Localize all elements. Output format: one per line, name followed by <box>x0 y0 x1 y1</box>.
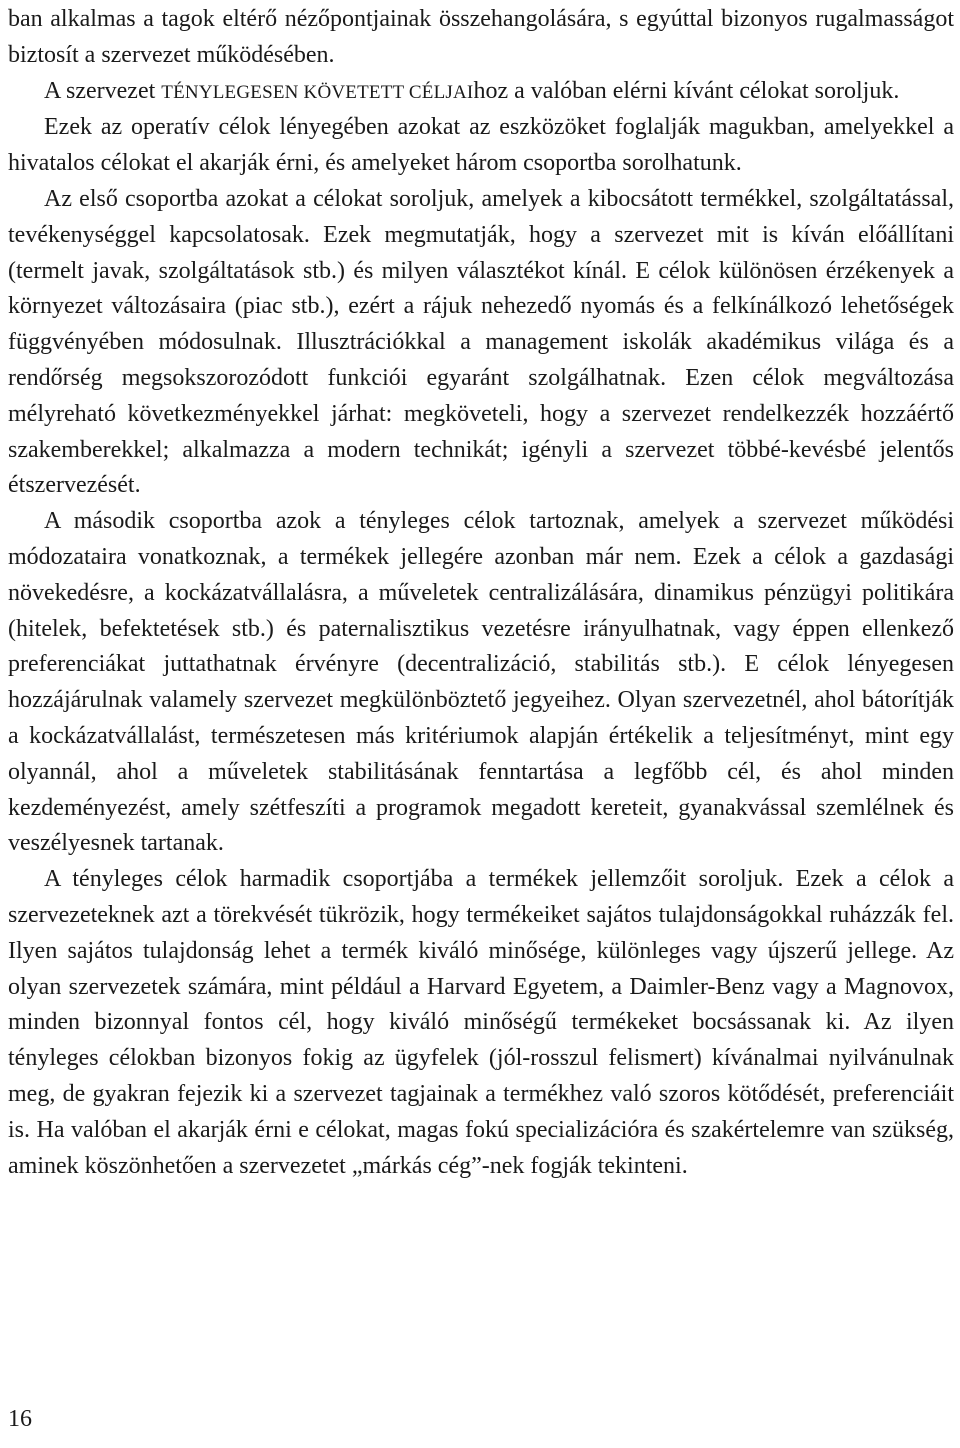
paragraph-third-group: A tényleges célok harmadik csoportjába a termékek jellemzőit soroljuk. Ezek a célok a szervezeteknek azt a törekvését tükrözik, hogy termékeiket sajátos tulajdonságokkal ruházzák fel. Ilyen sajátos tulajdonság lehet a termék kiváló minősége, különleges vagy újszerű jellege. Az olyan szervezetek számára, mint például a Harvard Egyetem, a Daimler-Benz vagy a Magnovox, minden bizonnyal fontos cél, hogy kiváló minőségű termékeket bocsássanak ki. Az ilyen tényleges célokban bizonyos fokig az ügyfelek (jól-rosszul felismert) kívánalmai nyilvánulnak meg, de gyakran fejezik ki a szervezet tagjainak a termékhez való szoros kötődését, preferenciáit is. Ha valóban el akarják érni e célokat, magas fokú specializációra és szakértelemre van szükség, aminek köszönhetően a szervezetet „márkás cég”-nek fogják tekinteni. <box>8 866 954 1179</box>
paragraph-continuation: ban alkalmas a tagok eltérő nézőpontjainak összehangolására, s egyúttal bizonyos rugalmasságot biztosít a szervezet működésében. <box>8 6 954 68</box>
paragraph-operative-goals: Ezek az operatív célok lényegében azokat az eszközöket foglalják magukban, amelyekkel a hivatalos célokat el akarják érni, és amelyeket három csoportba sorolhatunk. <box>8 114 954 177</box>
paragraph-text-after: hoz a valóban elérni kívánt célokat soroljuk. <box>473 77 900 104</box>
paragraph-first-group: Az első csoportba azokat a célokat soroljuk, amelyek a kibocsátott termékkel, szolgáltatással, tevékenységgel kapcsolatosak. Ezek megmutatják, hogy a szervezet mit is kíván előállítani (termelt javak, szolgáltatások stb.) és milyen választékot kínál. E célok különösen érzékenyek a környezet változásaira (piac stb.), ezért a rájuk nehezedő nyomás és a felkínálkozó lehetőségek függvényében módosulnak. Illusztrációkkal a management iskolák akadémikus világa és a rendőrség megsokszorozódott funkciói egyaránt szolgálhatnak. Ezen célok megváltozása mélyreható következményekkel járhat: megköveteli, hogy a szervezet rendelkezzék hozzáértő szakemberekkel; alkalmazza a modern technikát; igényli a szervezet többé-kevésbé jelentős étszervezését. <box>8 185 954 499</box>
page-body <box>8 2 954 1184</box>
paragraph-actual-goals-intro <box>8 74 954 111</box>
paragraph-second-group: A második csoportba azok a tényleges célok tartoznak, amelyek a szervezet működési módozataira vonatkoznak, a termékek jellegére azonban már nem. Ezek a célok a gazdasági növekedésre, a kockázatvállalásra, a műveletek centralizálására, dinamikus pénzügyi politikára (hitelek, befektetések stb.) és paternalisztikus vezetésre irányulhatnak, vagy éppen ellenkező preferenciákat juttathatnak érvényre (decentralizáció, stabilitás stb.). E célok lényegesen hozzájárulnak valamely szervezet megkülönböztető jegyeihez. Olyan szervezetnél, ahol bátorítják a kockázatvállalást, természetesen más kritériumok alapján értékelik a teljesítményt, mint egy olyannál, ahol a műveletek stabilitásának fenntartása a legfőbb cél, és ahol minden kezdeményezést, amely szétfeszíti a programok megadott kereteit, gyanakvással szemlélnek és veszélyesnek tartanak. <box>8 508 954 857</box>
smallcaps-term: TÉNYLEGESEN KÖVETETT CÉLJAI <box>161 81 474 103</box>
page-number: 16 <box>8 1406 32 1432</box>
paragraph-text-before: A szervezet <box>44 77 162 104</box>
